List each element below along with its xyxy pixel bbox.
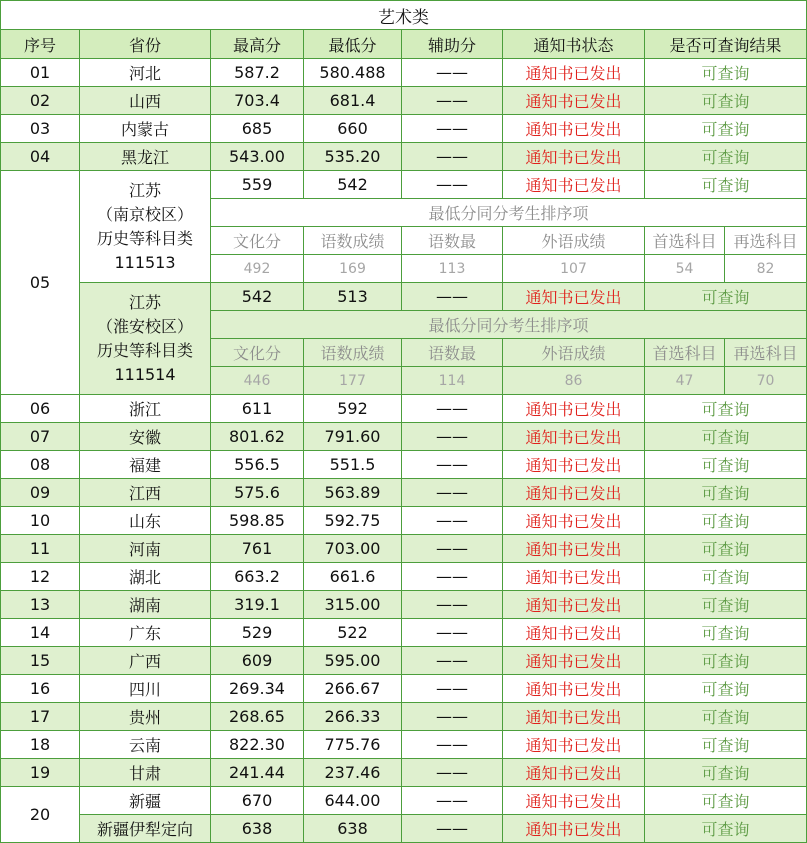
query-cell: 可查询 bbox=[645, 283, 807, 311]
tie-break-header: 文化分 bbox=[211, 339, 304, 367]
province-line: 历史等科目类 bbox=[96, 228, 193, 248]
status-cell: 通知书已发出 bbox=[503, 619, 645, 647]
row-number: 07 bbox=[1, 423, 80, 451]
status-cell: 通知书已发出 bbox=[503, 143, 645, 171]
aux-score-cell: —— bbox=[402, 563, 503, 591]
aux-score-cell: —— bbox=[402, 59, 503, 87]
status-cell: 通知书已发出 bbox=[503, 675, 645, 703]
row-number: 10 bbox=[1, 507, 80, 535]
query-cell: 可查询 bbox=[645, 59, 807, 87]
query-cell: 可查询 bbox=[645, 787, 807, 815]
aux-score-cell: —— bbox=[402, 619, 503, 647]
header-cell: 最低分 bbox=[304, 30, 402, 59]
aux-score-cell: —— bbox=[402, 591, 503, 619]
max-score-cell: 241.44 bbox=[211, 759, 304, 787]
province-cell: 甘肃 bbox=[80, 759, 211, 787]
table-row bbox=[1, 115, 807, 143]
max-score-cell: 587.2 bbox=[211, 59, 304, 87]
header-cell: 最高分 bbox=[211, 30, 304, 59]
province-line: （南京校区） bbox=[96, 204, 193, 224]
table-row bbox=[1, 563, 807, 591]
status-cell: 通知书已发出 bbox=[503, 787, 645, 815]
min-score-cell: 513 bbox=[304, 283, 402, 311]
tie-break-value: 169 bbox=[304, 255, 402, 283]
row-number: 15 bbox=[1, 647, 80, 675]
province-cell: 河南 bbox=[80, 535, 211, 563]
aux-score-cell: —— bbox=[402, 535, 503, 563]
tie-break-header: 首选科目 bbox=[645, 339, 725, 367]
status-cell: 通知书已发出 bbox=[503, 59, 645, 87]
header-row bbox=[1, 30, 807, 59]
row-number: 01 bbox=[1, 59, 80, 87]
query-cell: 可查询 bbox=[645, 647, 807, 675]
table-row bbox=[1, 395, 807, 423]
aux-score-cell: —— bbox=[402, 815, 503, 843]
tie-break-title: 最低分同分考生排序项 bbox=[211, 311, 807, 339]
status-cell: 通知书已发出 bbox=[503, 815, 645, 843]
min-score-cell: 266.67 bbox=[304, 675, 402, 703]
tie-break-value: 54 bbox=[645, 255, 725, 283]
row-number: 06 bbox=[1, 395, 80, 423]
max-score-cell: 556.5 bbox=[211, 451, 304, 479]
min-score-cell: 791.60 bbox=[304, 423, 402, 451]
status-cell: 通知书已发出 bbox=[503, 703, 645, 731]
min-score-cell: 551.5 bbox=[304, 451, 402, 479]
province-cell: 福建 bbox=[80, 451, 211, 479]
min-score-cell: 592 bbox=[304, 395, 402, 423]
row-number: 18 bbox=[1, 731, 80, 759]
aux-score-cell: —— bbox=[402, 703, 503, 731]
row-number: 13 bbox=[1, 591, 80, 619]
aux-score-cell: —— bbox=[402, 451, 503, 479]
tie-break-value: 86 bbox=[503, 367, 645, 395]
table-row bbox=[1, 759, 807, 787]
header-cell: 通知书状态 bbox=[503, 30, 645, 59]
query-cell: 可查询 bbox=[645, 115, 807, 143]
tie-break-value: 70 bbox=[725, 367, 807, 395]
aux-score-cell: —— bbox=[402, 115, 503, 143]
table-row bbox=[1, 507, 807, 535]
aux-score-cell: —— bbox=[402, 143, 503, 171]
max-score-cell: 529 bbox=[211, 619, 304, 647]
max-score-cell: 761 bbox=[211, 535, 304, 563]
table-row bbox=[1, 815, 807, 843]
aux-score-cell: —— bbox=[402, 395, 503, 423]
status-cell: 通知书已发出 bbox=[503, 87, 645, 115]
status-cell: 通知书已发出 bbox=[503, 759, 645, 787]
table-row bbox=[1, 479, 807, 507]
max-score-cell: 575.6 bbox=[211, 479, 304, 507]
table-row bbox=[1, 787, 807, 815]
table-row bbox=[1, 703, 807, 731]
province-line: 111513 bbox=[114, 252, 176, 272]
min-score-cell: 703.00 bbox=[304, 535, 402, 563]
table-row bbox=[1, 675, 807, 703]
status-cell: 通知书已发出 bbox=[503, 283, 645, 311]
status-cell: 通知书已发出 bbox=[503, 507, 645, 535]
province-line: 江苏 bbox=[128, 180, 161, 200]
province-cell: 新疆 bbox=[80, 787, 211, 815]
tie-break-value: 177 bbox=[304, 367, 402, 395]
row-number: 12 bbox=[1, 563, 80, 591]
status-cell: 通知书已发出 bbox=[503, 423, 645, 451]
query-cell: 可查询 bbox=[645, 395, 807, 423]
tie-break-value: 82 bbox=[725, 255, 807, 283]
aux-score-cell: —— bbox=[402, 787, 503, 815]
query-cell: 可查询 bbox=[645, 451, 807, 479]
query-cell: 可查询 bbox=[645, 171, 807, 199]
tie-break-header: 再选科目 bbox=[725, 227, 807, 255]
status-cell: 通知书已发出 bbox=[503, 535, 645, 563]
min-score-cell: 660 bbox=[304, 115, 402, 143]
aux-score-cell: —— bbox=[402, 171, 503, 199]
max-score-cell: 542 bbox=[211, 283, 304, 311]
status-cell: 通知书已发出 bbox=[503, 563, 645, 591]
row-number: 20 bbox=[1, 787, 80, 843]
row-number: 19 bbox=[1, 759, 80, 787]
table-row bbox=[1, 283, 807, 311]
province-cell: 黑龙江 bbox=[80, 143, 211, 171]
max-score-cell: 598.85 bbox=[211, 507, 304, 535]
min-score-cell: 580.488 bbox=[304, 59, 402, 87]
tie-break-title: 最低分同分考生排序项 bbox=[211, 199, 807, 227]
min-score-cell: 315.00 bbox=[304, 591, 402, 619]
province-cell: 四川 bbox=[80, 675, 211, 703]
min-score-cell: 592.75 bbox=[304, 507, 402, 535]
max-score-cell: 543.00 bbox=[211, 143, 304, 171]
tie-break-header: 首选科目 bbox=[645, 227, 725, 255]
province-cell bbox=[80, 283, 211, 395]
table-row bbox=[1, 423, 807, 451]
tie-break-header: 语数最 bbox=[402, 339, 503, 367]
min-score-cell: 644.00 bbox=[304, 787, 402, 815]
header-cell: 是否可查询结果 bbox=[645, 30, 807, 59]
status-cell: 通知书已发出 bbox=[503, 451, 645, 479]
tie-break-header: 再选科目 bbox=[725, 339, 807, 367]
min-score-cell: 266.33 bbox=[304, 703, 402, 731]
table-row bbox=[1, 647, 807, 675]
table-row bbox=[1, 619, 807, 647]
query-cell: 可查询 bbox=[645, 815, 807, 843]
tie-break-header: 外语成绩 bbox=[503, 227, 645, 255]
province-line: 江苏 bbox=[128, 292, 161, 312]
min-score-cell: 681.4 bbox=[304, 87, 402, 115]
province-cell: 山东 bbox=[80, 507, 211, 535]
min-score-cell: 237.46 bbox=[304, 759, 402, 787]
province-cell: 湖南 bbox=[80, 591, 211, 619]
min-score-cell: 535.20 bbox=[304, 143, 402, 171]
min-score-cell: 522 bbox=[304, 619, 402, 647]
province-line: （淮安校区） bbox=[96, 316, 193, 336]
tie-break-value: 114 bbox=[402, 367, 503, 395]
row-number: 04 bbox=[1, 143, 80, 171]
header-cell: 省份 bbox=[80, 30, 211, 59]
tie-break-header: 语数成绩 bbox=[304, 227, 402, 255]
row-number: 05 bbox=[1, 171, 80, 395]
tie-break-value: 446 bbox=[211, 367, 304, 395]
province-cell: 河北 bbox=[80, 59, 211, 87]
aux-score-cell: —— bbox=[402, 507, 503, 535]
query-cell: 可查询 bbox=[645, 507, 807, 535]
tie-break-value: 47 bbox=[645, 367, 725, 395]
table-row bbox=[1, 731, 807, 759]
query-cell: 可查询 bbox=[645, 675, 807, 703]
max-score-cell: 801.62 bbox=[211, 423, 304, 451]
table-row bbox=[1, 87, 807, 115]
status-cell: 通知书已发出 bbox=[503, 731, 645, 759]
header-cell: 辅助分 bbox=[402, 30, 503, 59]
max-score-cell: 685 bbox=[211, 115, 304, 143]
max-score-cell: 319.1 bbox=[211, 591, 304, 619]
province-cell: 江西 bbox=[80, 479, 211, 507]
status-cell: 通知书已发出 bbox=[503, 115, 645, 143]
province-cell: 内蒙古 bbox=[80, 115, 211, 143]
province-line: 历史等科目类 bbox=[96, 340, 193, 360]
min-score-cell: 661.6 bbox=[304, 563, 402, 591]
query-cell: 可查询 bbox=[645, 703, 807, 731]
max-score-cell: 670 bbox=[211, 787, 304, 815]
tie-break-header: 外语成绩 bbox=[503, 339, 645, 367]
max-score-cell: 611 bbox=[211, 395, 304, 423]
max-score-cell: 559 bbox=[211, 171, 304, 199]
province-cell: 贵州 bbox=[80, 703, 211, 731]
table-row bbox=[1, 591, 807, 619]
table-row bbox=[1, 143, 807, 171]
aux-score-cell: —— bbox=[402, 283, 503, 311]
query-cell: 可查询 bbox=[645, 759, 807, 787]
tie-break-header: 语数最 bbox=[402, 227, 503, 255]
status-cell: 通知书已发出 bbox=[503, 395, 645, 423]
max-score-cell: 663.2 bbox=[211, 563, 304, 591]
max-score-cell: 822.30 bbox=[211, 731, 304, 759]
max-score-cell: 269.34 bbox=[211, 675, 304, 703]
status-cell: 通知书已发出 bbox=[503, 171, 645, 199]
province-cell bbox=[80, 171, 211, 283]
max-score-cell: 703.4 bbox=[211, 87, 304, 115]
table-title: 艺术类 bbox=[1, 1, 807, 30]
aux-score-cell: —— bbox=[402, 647, 503, 675]
province-cell: 山西 bbox=[80, 87, 211, 115]
row-number: 11 bbox=[1, 535, 80, 563]
table-row bbox=[1, 451, 807, 479]
min-score-cell: 638 bbox=[304, 815, 402, 843]
query-cell: 可查询 bbox=[645, 143, 807, 171]
aux-score-cell: —— bbox=[402, 675, 503, 703]
aux-score-cell: —— bbox=[402, 479, 503, 507]
max-score-cell: 609 bbox=[211, 647, 304, 675]
header-cell: 序号 bbox=[1, 30, 80, 59]
max-score-cell: 638 bbox=[211, 815, 304, 843]
row-number: 08 bbox=[1, 451, 80, 479]
province-cell: 安徽 bbox=[80, 423, 211, 451]
min-score-cell: 563.89 bbox=[304, 479, 402, 507]
province-cell: 云南 bbox=[80, 731, 211, 759]
province-cell: 湖北 bbox=[80, 563, 211, 591]
query-cell: 可查询 bbox=[645, 423, 807, 451]
table-row bbox=[1, 59, 807, 87]
aux-score-cell: —— bbox=[402, 87, 503, 115]
query-cell: 可查询 bbox=[645, 535, 807, 563]
tie-break-value: 113 bbox=[402, 255, 503, 283]
aux-score-cell: —— bbox=[402, 759, 503, 787]
row-number: 03 bbox=[1, 115, 80, 143]
row-number: 14 bbox=[1, 619, 80, 647]
min-score-cell: 542 bbox=[304, 171, 402, 199]
status-cell: 通知书已发出 bbox=[503, 479, 645, 507]
tie-break-value: 107 bbox=[503, 255, 645, 283]
query-cell: 可查询 bbox=[645, 87, 807, 115]
province-cell: 浙江 bbox=[80, 395, 211, 423]
province-cell: 广西 bbox=[80, 647, 211, 675]
tie-break-header: 文化分 bbox=[211, 227, 304, 255]
row-number: 09 bbox=[1, 479, 80, 507]
query-cell: 可查询 bbox=[645, 619, 807, 647]
min-score-cell: 775.76 bbox=[304, 731, 402, 759]
tie-break-header: 语数成绩 bbox=[304, 339, 402, 367]
query-cell: 可查询 bbox=[645, 479, 807, 507]
table-row bbox=[1, 171, 807, 199]
table-row bbox=[1, 535, 807, 563]
aux-score-cell: —— bbox=[402, 423, 503, 451]
row-number: 16 bbox=[1, 675, 80, 703]
max-score-cell: 268.65 bbox=[211, 703, 304, 731]
query-cell: 可查询 bbox=[645, 731, 807, 759]
tie-break-value: 492 bbox=[211, 255, 304, 283]
status-cell: 通知书已发出 bbox=[503, 647, 645, 675]
province-cell: 新疆伊犁定向 bbox=[80, 815, 211, 843]
province-cell: 广东 bbox=[80, 619, 211, 647]
province-line: 111514 bbox=[114, 364, 176, 384]
query-cell: 可查询 bbox=[645, 563, 807, 591]
aux-score-cell: —— bbox=[402, 731, 503, 759]
min-score-cell: 595.00 bbox=[304, 647, 402, 675]
row-number: 02 bbox=[1, 87, 80, 115]
status-cell: 通知书已发出 bbox=[503, 591, 645, 619]
query-cell: 可查询 bbox=[645, 591, 807, 619]
row-number: 17 bbox=[1, 703, 80, 731]
